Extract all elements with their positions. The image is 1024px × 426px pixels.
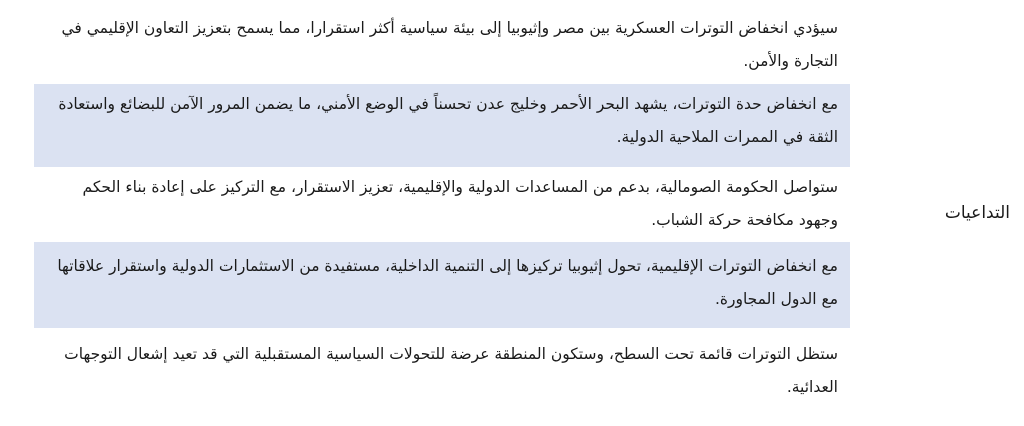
implications-list <box>34 8 850 416</box>
list-item: ستواصل الحكومة الصومالية، بدعم من المساعدات الدولية والإقليمية، تعزيز الاستقرار، مع التركيز على إعادة بناء الحكم وجهود مكافحة حركة الشباب. <box>82 178 838 229</box>
list-item: ستظل التوترات قائمة تحت السطح، وستكون المنطقة عرضة للتحولات السياسية المستقبلية التي قد تعيد إشعال التوجهات العدائية. <box>64 345 838 396</box>
list-item: مع انخفاض حدة التوترات، يشهد البحر الأحمر وخليج عدن تحسناً في الوضع الأمني، ما يضمن المرور الآمن للبضائع واستعادة الثقة في الممرات الملاحية الدولية. <box>34 84 850 167</box>
list-item: سيؤدي انخفاض التوترات العسكرية بين مصر وإثيوبيا إلى بيئة سياسية أكثر استقرارا، مما يسمح بتعزيز التعاون الإقليمي في التجارة والأمن. <box>61 19 838 70</box>
section-label: التداعيات <box>944 203 1010 223</box>
list-item: مع انخفاض التوترات الإقليمية، تحول إثيوبيا تركيزها إلى التنمية الداخلية، مستفيدة من الاستثمارات الدولية واستقرار علاقاتها مع الدول المجاورة. <box>34 242 850 328</box>
